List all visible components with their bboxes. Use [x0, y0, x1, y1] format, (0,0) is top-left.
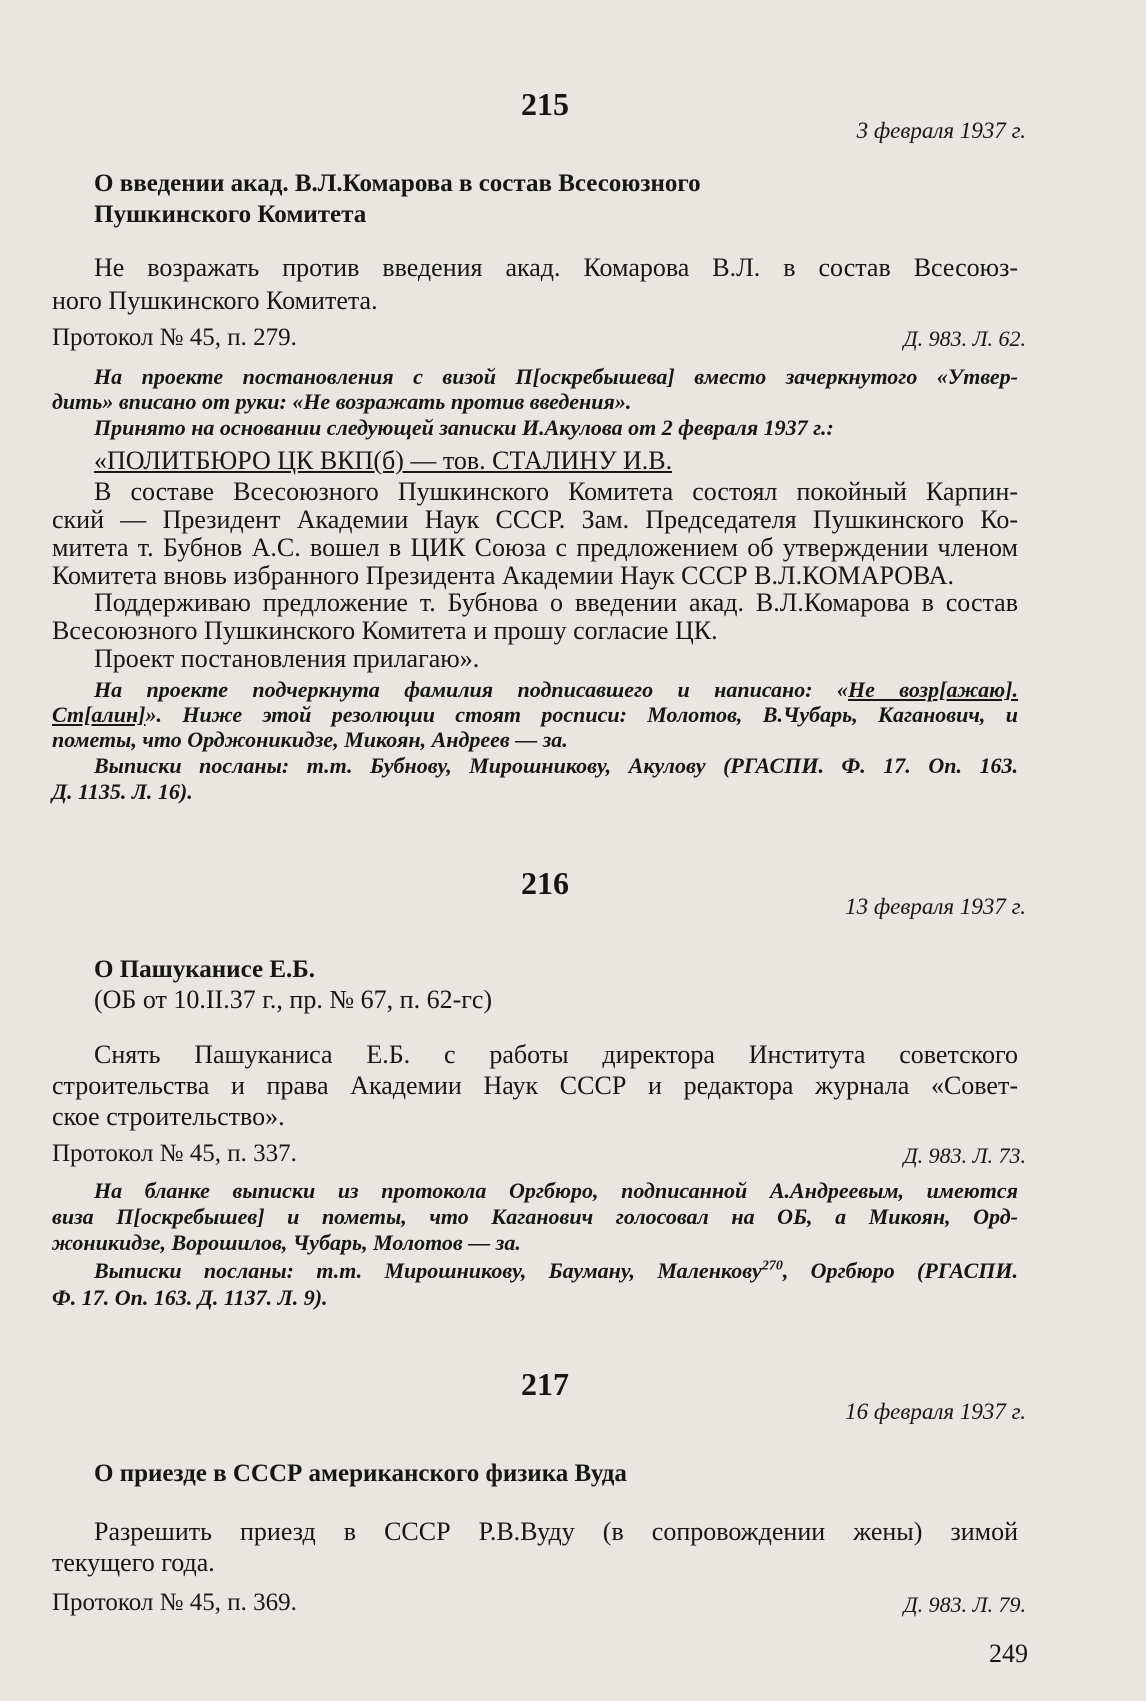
doc-215-note2: Принято на основании следующей записки И.Акулова от 2 февраля 1937 г.:	[94, 415, 834, 440]
doc-215-date: 3 февраля 1937 г.	[856, 118, 1026, 143]
footnote-ref: 270	[761, 1258, 783, 1274]
doc-215-note1-line1: На проекте постановления с визой П[оскребышева] вместо зачеркнутого «Утвер-	[94, 364, 1018, 389]
memo-header-text: «ПОЛИТБЮРО ЦК ВКП(б) — тов. СТАЛИНУ И.В.	[94, 446, 673, 475]
doc-216-note2-line1	[94, 1258, 1018, 1284]
doc-215-note3-line2	[52, 702, 1018, 728]
doc-215-text-line2: ного Пушкинского Комитета.	[52, 286, 378, 315]
memo-p1-line2: ский — Президент Академии Наук СССР. Зам. Председателя Пушкинского Ко-	[52, 505, 1018, 534]
doc-216-text-line3: ское строительство».	[52, 1102, 285, 1131]
doc-216-subtitle: (ОБ от 10.II.37 г., пр. № 67, п. 62-гс)	[94, 985, 493, 1014]
memo-p1-line3: митета т. Бубнов А.С. вошел в ЦИК Союза с предложением об утверждении членом	[52, 533, 1018, 562]
memo-p2-line2: Всесоюзного Пушкинского Комитета и прошу согласие ЦК.	[52, 616, 718, 645]
doc-215-note1-line2: дить» вписано от руки: «Не возражать против введения».	[52, 389, 632, 414]
doc-215-text-line1: Не возражать против введения акад. Комарова В.Л. в состав Всесоюз-	[94, 253, 1018, 282]
doc-216-text-line2: строительства и права Академии Наук СССР и редактора журнала «Совет-	[52, 1071, 1018, 1100]
memo-p3: Проект постановления прилагаю».	[94, 644, 480, 673]
doc-217-text-line1: Разрешить приезд в СССР Р.В.Вуду (в сопровождении жены) зимой	[94, 1517, 1018, 1546]
doc-215-note4-line2: Д. 1135. Л. 16).	[52, 779, 193, 804]
doc-217-archive-ref: Д. 983. Л. 79.	[903, 1592, 1026, 1617]
note3-line2-text: ». Ниже этой резолюции стоят росписи: Молотов, В.Чубарь, Каганович, и	[145, 702, 1018, 727]
note3-line1-text: На проекте подчеркнута фамилия подписавшего и написано: «	[94, 677, 849, 702]
doc-215-title-line1: О введении акад. В.Л.Комарова в состав Всесоюзного	[94, 170, 701, 197]
doc-216-text-line1: Снять Пашуканиса Е.Б. с работы директора Института советского	[94, 1040, 1018, 1069]
memo-header	[94, 446, 672, 476]
doc-217-protocol: Протокол № 45, п. 369.	[52, 1589, 297, 1616]
doc-217-number: 217	[521, 1366, 569, 1402]
doc-215-number: 215	[521, 86, 569, 122]
doc-217-title: О приезде в СССР американского физика Вуда	[94, 1460, 627, 1487]
doc-215-note3-line3: пометы, что Орджоникидзе, Микоян, Андреев — за.	[52, 727, 568, 752]
doc-216-number: 216	[521, 865, 569, 901]
memo-p1-line1: В составе Всесоюзного Пушкинского Комитета состоял покойный Карпин-	[94, 477, 1018, 506]
doc-215-note3-line1	[94, 677, 1018, 703]
doc-215-note4-line1: Выписки посланы: т.т. Бубнову, Мирошникову, Акулову (РГАСПИ. Ф. 17. Оп. 163.	[94, 753, 1018, 778]
note2-text-a: Выписки посланы: т.т. Мирошникову, Бауману, Маленкову	[94, 1258, 762, 1283]
memo-p2-line1: Поддерживаю предложение т. Бубнова о введении акад. В.Л.Комарова в состав	[94, 588, 1018, 617]
doc-216-title: О Пашуканисе Е.Б.	[94, 956, 316, 983]
doc-216-note1-line3: жоникидзе, Ворошилов, Чубарь, Молотов — за.	[52, 1230, 521, 1255]
doc-216-archive-ref: Д. 983. Л. 73.	[903, 1143, 1026, 1168]
memo-p1-line4: Комитета вновь избранного Президента Академии Наук СССР В.Л.КОМАРОВА.	[52, 561, 954, 590]
doc-215-title-line2: Пушкинского Комитета	[94, 201, 367, 228]
doc-217-text-line2: текущего года.	[52, 1548, 215, 1577]
note3-underlined-b: Ст[алин]	[52, 702, 146, 727]
note2-text-b: , Оргбюро (РГАСПИ.	[782, 1258, 1018, 1283]
doc-216-protocol: Протокол № 45, п. 337.	[52, 1140, 297, 1167]
doc-216-note1-line2: виза П[оскребышев] и пометы, что Каганович голосовал на ОБ, а Микоян, Орд-	[52, 1204, 1018, 1229]
page-number: 249	[989, 1639, 1028, 1668]
doc-216-note1-line1: На бланке выписки из протокола Оргбюро, подписанной А.Андреевым, имеются	[94, 1178, 1018, 1203]
doc-215-protocol: Протокол № 45, п. 279.	[52, 324, 297, 351]
doc-217-date: 16 февраля 1937 г.	[845, 1399, 1026, 1424]
note3-underlined-a: Не возр[ажаю].	[848, 677, 1019, 702]
doc-216-note2-line2: Ф. 17. Оп. 163. Д. 1137. Л. 9).	[52, 1285, 328, 1310]
doc-215-archive-ref: Д. 983. Л. 62.	[903, 326, 1026, 351]
doc-216-date: 13 февраля 1937 г.	[845, 894, 1026, 919]
